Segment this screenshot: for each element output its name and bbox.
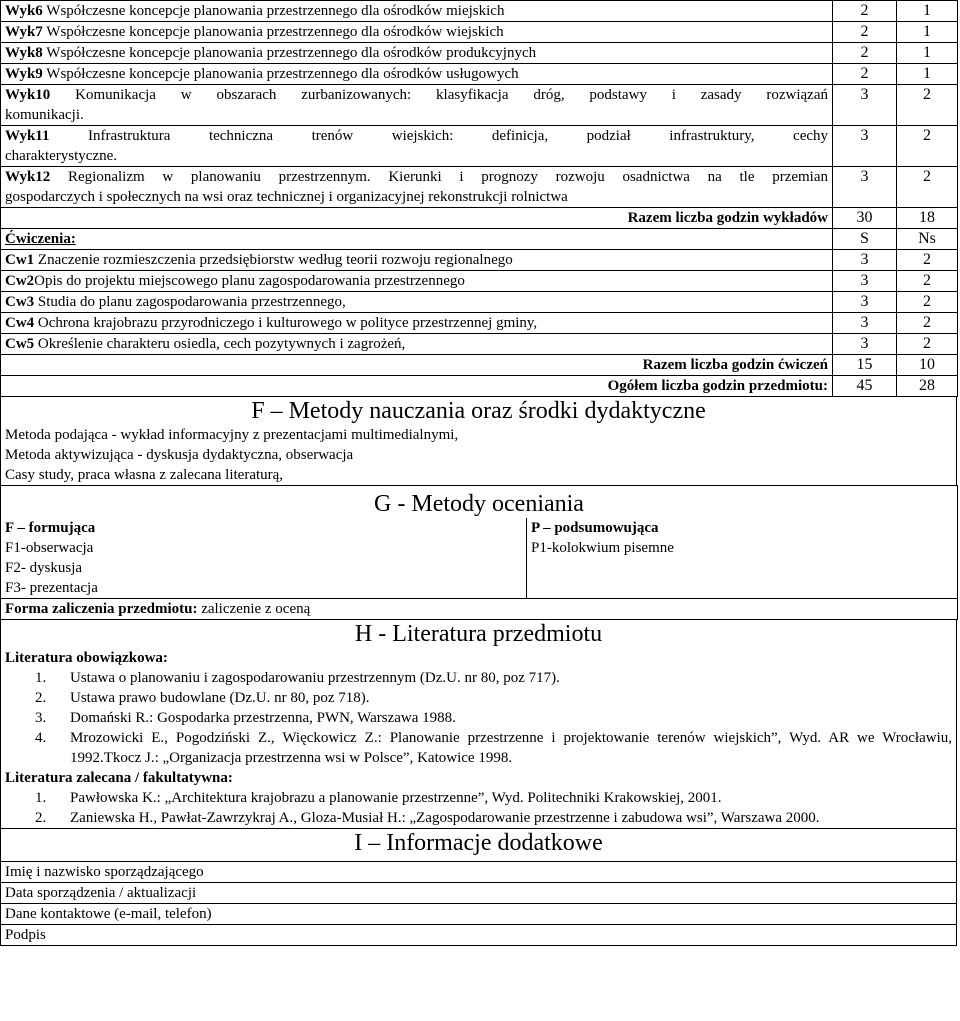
exercise-text: Znaczenie rozmieszczenia przedsiębiorstw według teorii rozwoju regionalnego <box>34 252 513 268</box>
literature-item: 3. Domański R.: Gospodarka przestrzenna, PWN, Warszawa 1988. <box>50 708 952 728</box>
hours-ns: 1 <box>897 43 958 64</box>
lecture-text: Współczesne koncepcje planowania przestrzennego dla ośrodków usługowych <box>46 66 519 82</box>
method-line: Metoda aktywizująca - dyskusja dydaktyczna, obserwacja <box>5 447 354 463</box>
lecture-topic <box>1 43 833 64</box>
hours-ns: 10 <box>897 355 958 376</box>
lecture-text-cont: komunikacji. <box>5 107 84 123</box>
exercise-text: Opis do projektu miejscowego planu zagospodarowania przestrzennego <box>34 273 465 289</box>
lecture-topic <box>1 1 833 22</box>
lecture-text: Współczesne koncepcje planowania przestrzennego dla ośrodków wiejskich <box>46 24 504 40</box>
hours-s: S <box>833 229 897 250</box>
hours-s: 3 <box>833 271 897 292</box>
info-row: Dane kontaktowe (e-mail, telefon) <box>1 904 957 925</box>
lecture-text: Regionalizm w planowaniu przestrzennym. Kierunki i prognozy rozwoju osadnictwa na tle przemian <box>68 169 829 185</box>
lecture-row <box>1 1 958 22</box>
formative-item: F1-obserwacja <box>5 540 94 556</box>
lecture-code: Wyk11 <box>5 128 50 144</box>
hours-ns: 18 <box>897 208 958 229</box>
literature-item: 4. Mrozowicki E., Pogodziński Z., Więckowicz Z.: Planowanie przestrzenne i projektowanie terenów wiejskich”, Wyd. AR we Wrocławiu, 1992.Tkocz J.: „Organizacja przestrzenna wsi w Polsce”, Katowice 1998. <box>50 728 952 768</box>
lecture-total-row <box>1 208 958 229</box>
hours-ns: 1 <box>897 64 958 85</box>
exercise-text: Określenie charakteru osiedla, cech pozytywnych i zagrożeń, <box>34 336 406 352</box>
info-row: Podpis <box>1 925 957 946</box>
method-line: Metoda podająca - wykład informacyjny z prezentacjami multimedialnymi, <box>5 427 459 443</box>
hours-s: 3 <box>833 313 897 334</box>
hours-s: 2 <box>833 43 897 64</box>
literature-item: 2. Zaniewska H., Pawłat-Zawrzykraj A., Gloza-Musiał H.: „Zagospodarowanie przestrzenne i zabudowa wsi”, Warszawa 2000. <box>50 808 952 828</box>
hours-s: 2 <box>833 1 897 22</box>
summative-item: P1-kolokwium pisemne <box>531 540 674 556</box>
lecture-text-cont: charakterystyczne. <box>5 148 118 164</box>
hours-s: 45 <box>833 376 897 397</box>
credit-form-label: Forma zaliczenia przedmiotu: <box>5 601 198 617</box>
formative-item: F2- dyskusja <box>5 560 83 576</box>
hours-ns: 2 <box>897 271 958 292</box>
lecture-table <box>0 0 958 397</box>
lecture-text: Infrastruktura techniczna trenów wiejskich: definicja, podział infrastruktury, cechy <box>87 128 829 144</box>
literature-item: 1. Pawłowska K.: „Architektura krajobrazu a planowanie przestrzenne”, Wyd. Politechniki Krakowskiej, 2001. <box>50 788 952 808</box>
exercise-code: Cw3 <box>5 294 35 310</box>
exercise-text: Ochrona krajobrazu przyrodniczego i kulturowego w polityce przestrzennej gminy, <box>34 315 538 331</box>
section-h-table <box>0 619 957 829</box>
exercise-row <box>1 271 958 292</box>
section-i-title: I – Informacje dodatkowe <box>1 829 957 862</box>
exercise-topic <box>1 313 833 334</box>
lecture-code: Wyk7 <box>5 24 43 40</box>
lecture-topic <box>1 22 833 43</box>
lecture-code: Wyk10 <box>5 87 51 103</box>
literature-item: 1. Ustawa o planowaniu i zagospodarowaniu przestrzennym (Dz.U. nr 80, poz 717). <box>50 668 952 688</box>
hours-s: 15 <box>833 355 897 376</box>
exercise-text: Studia do planu zagospodarowania przestrzennego, <box>34 294 346 310</box>
lecture-code: Wyk12 <box>5 169 51 185</box>
info-row: Data sporządzenia / aktualizacji <box>1 883 957 904</box>
hours-ns: 2 <box>897 292 958 313</box>
literature-content <box>1 648 957 829</box>
lecture-topic <box>1 167 833 208</box>
lecture-topic <box>1 85 833 126</box>
lecture-topic <box>1 126 833 167</box>
hours-s: 3 <box>833 85 897 126</box>
hours-ns: 2 <box>897 85 958 126</box>
hours-ns: 1 <box>897 1 958 22</box>
lecture-code: Wyk8 <box>5 45 43 61</box>
lecture-text: Współczesne koncepcje planowania przestrzennego dla ośrodków produkcyjnych <box>46 45 537 61</box>
exercise-topic <box>1 334 833 355</box>
method-line: Casy study, praca własna z zalecana literaturą, <box>5 467 284 483</box>
grand-total-row <box>1 376 958 397</box>
exercise-topic <box>1 271 833 292</box>
exercises-header-row <box>1 229 958 250</box>
lecture-row <box>1 85 958 126</box>
info-row: Imię i nazwisko sporządzającego <box>1 862 957 883</box>
lecture-code: Wyk6 <box>5 3 43 19</box>
hours-ns: 2 <box>897 167 958 208</box>
exercise-code: Cw1 <box>5 252 35 268</box>
lecture-text: Współczesne koncepcje planowania przestrzennego dla ośrodków miejskich <box>46 3 505 19</box>
hours-ns: 28 <box>897 376 958 397</box>
hours-ns: 2 <box>897 126 958 167</box>
formative-item: F3- prezentacja <box>5 580 98 596</box>
exercise-total-label: Razem liczba godzin ćwiczeń <box>1 355 833 376</box>
hours-ns: 2 <box>897 250 958 271</box>
summative-assessment <box>527 518 958 599</box>
section-g-table <box>0 485 958 620</box>
section-h-title: H - Literatura przedmiotu <box>1 620 957 649</box>
exercise-row <box>1 292 958 313</box>
optional-literature-list <box>5 788 952 828</box>
hours-s: 3 <box>833 250 897 271</box>
credit-form-value: zaliczenie z oceną <box>197 601 311 617</box>
grand-total-label: Ogółem liczba godzin przedmiotu: <box>1 376 833 397</box>
exercise-row <box>1 313 958 334</box>
section-f-table <box>0 396 957 486</box>
required-literature-label: Literatura obowiązkowa: <box>5 650 168 666</box>
hours-s: 2 <box>833 64 897 85</box>
lecture-text-cont: gospodarczych i społecznych na wsi oraz technicznej i organizacyjnej rekonstrukcji rolnictwa <box>5 189 568 205</box>
exercise-row <box>1 334 958 355</box>
formative-label: F – formująca <box>5 520 96 536</box>
lecture-row <box>1 64 958 85</box>
optional-literature-label: Literatura zalecana / fakultatywna: <box>5 770 233 786</box>
exercise-code: Cw5 <box>5 336 35 352</box>
lecture-row <box>1 43 958 64</box>
exercise-row <box>1 250 958 271</box>
exercises-header <box>1 229 833 250</box>
lecture-topic <box>1 64 833 85</box>
lecture-code: Wyk9 <box>5 66 43 82</box>
exercise-topic <box>1 250 833 271</box>
hours-ns: Ns <box>897 229 958 250</box>
lecture-row <box>1 167 958 208</box>
hours-s: 3 <box>833 334 897 355</box>
formative-assessment <box>1 518 527 599</box>
section-g-title: G - Metody oceniania <box>1 486 958 519</box>
summative-label: P – podsumowująca <box>531 520 659 536</box>
exercise-topic <box>1 292 833 313</box>
lecture-text: Komunikacja w obszarach zurbanizowanych: klasyfikacja dróg, podstawy i zasady rozwiązań <box>75 87 829 103</box>
exercise-total-row <box>1 355 958 376</box>
lecture-row <box>1 126 958 167</box>
hours-s: 3 <box>833 167 897 208</box>
hours-s: 3 <box>833 126 897 167</box>
literature-item: 2. Ustawa prawo budowlane (Dz.U. nr 80, poz 718). <box>50 688 952 708</box>
hours-s: 2 <box>833 22 897 43</box>
exercises-label: Ćwiczenia: <box>5 231 76 247</box>
section-f-title: F – Metody nauczania oraz środki dydaktyczne <box>1 397 957 426</box>
exercise-code: Cw2 <box>5 273 35 289</box>
credit-form <box>1 599 958 620</box>
hours-ns: 2 <box>897 334 958 355</box>
lecture-total-label: Razem liczba godzin wykładów <box>1 208 833 229</box>
section-i-table <box>0 828 957 946</box>
exercise-code: Cw4 <box>5 315 35 331</box>
section-f-content <box>1 425 957 486</box>
lecture-row <box>1 22 958 43</box>
required-literature-list <box>5 668 952 768</box>
hours-s: 30 <box>833 208 897 229</box>
hours-s: 3 <box>833 292 897 313</box>
hours-ns: 2 <box>897 313 958 334</box>
hours-ns: 1 <box>897 22 958 43</box>
